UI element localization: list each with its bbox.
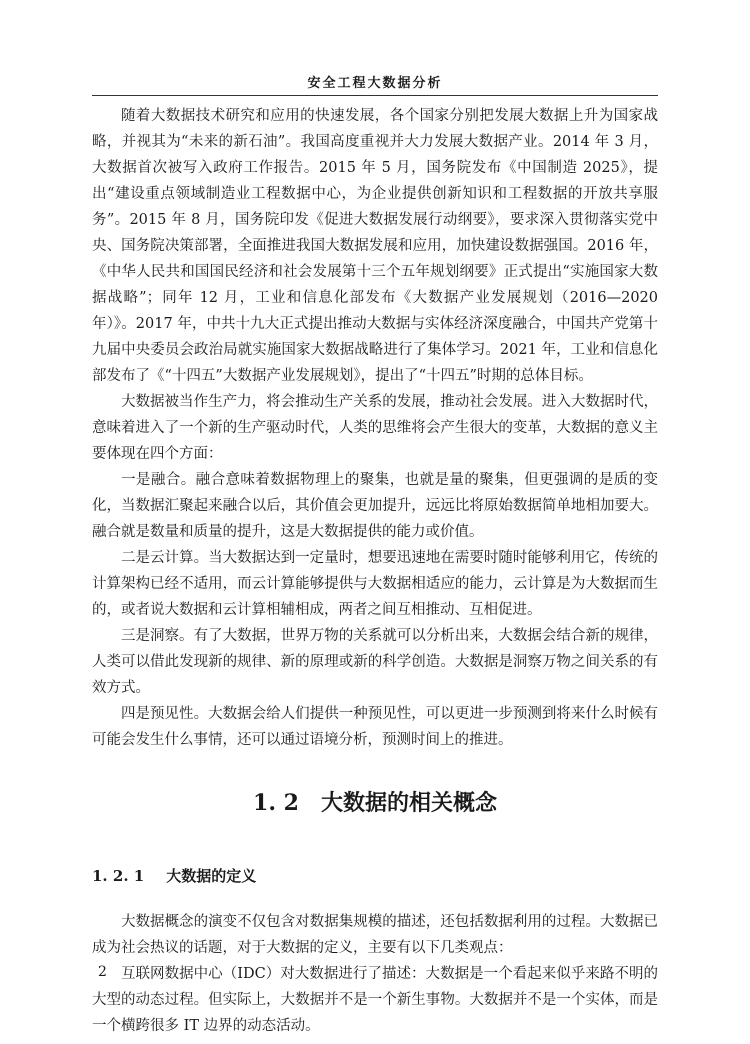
paragraph-foresight: 四是预见性。大数据会给人们提供一种预见性，可以更进一步预测到将来什么时候有可能会发生什么事情，还可以通过语境分析，预测时间上的推进。 (92, 706, 658, 748)
paragraph-big-data-significance: 大数据被当作生产力，将会推动生产关系的发展，推动社会发展。进入大数据时代，意味着进入了一个新的生产驱动时代，人类的思维将会产生很大的变革，大数据的意义主要体现在四个方面： (92, 394, 658, 462)
section-number: 1. 2 (253, 790, 299, 816)
subsection-title-text: 大数据的定义 (166, 867, 257, 885)
page-number: 2 (98, 964, 107, 980)
paragraph-definition-intro: 大数据概念的演变不仅包含对数据集规模的描述，还包括数据利用的过程。大数据已成为社会热议的话题，对于大数据的定义，主要有以下几类观点： (92, 914, 658, 956)
section-heading (92, 783, 658, 823)
paragraph-insight: 三是洞察。有了大数据，世界万物的关系就可以分析出来，大数据会结合新的规律，人类可以借此发现新的规律、新的原理或新的科学创造。大数据是洞察万物之间关系的有效方式。 (92, 628, 658, 696)
running-title: 安全工程大数据分析 (307, 76, 443, 91)
paragraph-idc-description: 互联网数据中心（IDC）对大数据进行了描述：大数据是一个看起来似乎来路不明的大型的动态过程。但实际上，大数据并不是一个新生事物。大数据并不是一个实体，而是一个横跨很多 IT 边界的动态活动。 (92, 966, 658, 1034)
paragraph-big-data-policy: 随着大数据技术研究和应用的快速发展，各个国家分别把发展大数据上升为国家战略，并视其为“未来的新石油”。我国高度重视并大力发展大数据产业。2014 年 3 月，大数据首次被写入政府工作报告。2015 年 5 月，国务院发布《中国制造 2025》，提出“建设重点领域制造业工程数据中心，为企业提供创新知识和工程数据的开放共享服务”。2015 年 8 月，国务院印发《促进大数据发展行动纲要》，要求深入贯彻落实党中央、国务院决策部署，全面推进我国大数据发展和应用，加快建设数据强国。2016 年，《中华人民共和国国民经济和社会发展第十三个五年规划纲要》正式提出“实施国家大数据战略”；同年 12 月，工业和信息化部发布《大数据产业发展规划（2016—2020 年）》。2017 年，中共十九大正式提出推动大数据与实体经济深度融合，中国共产党第十九届中央委员会政治局就实施国家大数据战略进行了集体学习。2021 年，工业和信息化部发布了《“十四五”大数据产业发展规划》，提出了“十四五”时期的总体目标。 (92, 108, 658, 384)
paragraph-fusion: 一是融合。融合意味着数据物理上的聚集，也就是量的聚集，但更强调的是质的变化，当数据汇聚起来融合以后，其价值会更加提升，远远比将原始数据简单地相加要大。融合就是数量和质量的提升，这是大数据提供的能力或价值。 (92, 472, 658, 540)
subsection-number: 1. 2. 1 (92, 867, 145, 885)
page-body (92, 103, 658, 1039)
paragraph-cloud-computing: 二是云计算。当大数据达到一定量时，想要迅速地在需要时随时能够利用它，传统的计算架构已经不适用，而云计算能够提供与大数据相适应的能力，云计算是为大数据而生的，或者说大数据和云计算相辅相成，两者之间互相推动、互相促进。 (92, 550, 658, 618)
section-title-text: 大数据的相关概念 (320, 791, 497, 816)
header-rule (92, 95, 658, 96)
subsection-heading (92, 863, 658, 889)
